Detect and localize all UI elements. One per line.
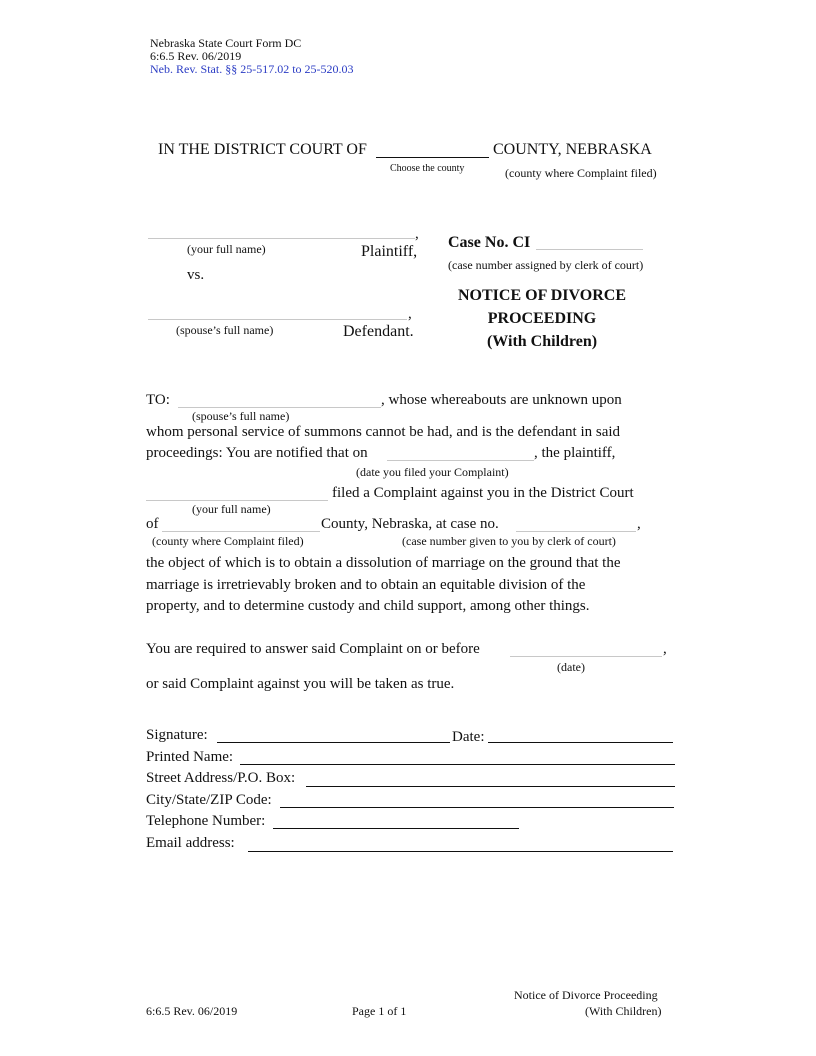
county-caption: (county where Complaint filed)	[505, 166, 657, 180]
footer-page-number: Page 1 of 1	[352, 1004, 407, 1018]
telephone-label: Telephone Number:	[146, 813, 266, 829]
title-line-1: NOTICE OF DIVORCE	[458, 287, 626, 304]
your-name-field[interactable]	[146, 500, 328, 501]
answer-date-hint: (date)	[557, 660, 585, 674]
court-prefix: IN THE DISTRICT COURT OF	[158, 141, 367, 158]
plaintiff-comma: ,	[415, 226, 419, 242]
answer-comma: ,	[663, 641, 667, 657]
title-line-2: PROCEEDING	[487, 310, 597, 327]
footer-revision: 6:6.5 Rev. 06/2019	[146, 1004, 238, 1018]
email-label: Email address:	[146, 835, 235, 851]
paragraph-line-1: the object of which is to obtain a dissolution of marriage on the ground that the	[146, 555, 621, 571]
body-line-4: filed a Complaint against you in the District Court	[332, 485, 634, 501]
case-number-hint: (case number assigned by clerk of court)	[448, 258, 644, 272]
versus-label: vs.	[187, 267, 205, 283]
spouse-name-hint: (spouse’s full name)	[192, 409, 290, 423]
city-state-zip-label: City/State/ZIP Code:	[146, 792, 272, 808]
court-suffix: COUNTY, NEBRASKA	[493, 141, 652, 158]
answer-date-field[interactable]	[510, 656, 662, 657]
footer-title-line-1: Notice of Divorce Proceeding	[514, 988, 658, 1002]
paragraph-line-2: marriage is irretrievably broken and to obtain an equitable division of the	[146, 577, 586, 593]
your-name-hint: (your full name)	[192, 502, 271, 516]
title-line-3: (With Children)	[486, 333, 598, 350]
plaintiff-name-field[interactable]	[148, 238, 415, 239]
answer-line-2: or said Complaint against you will be taken as true.	[146, 676, 455, 692]
paragraph-line-3: property, and to determine custody and child support, among other things.	[146, 598, 590, 614]
case-number-label: Case No. CI	[448, 234, 531, 251]
city-state-zip-field[interactable]	[280, 807, 674, 808]
to-after-text: , whose whereabouts are unknown upon	[381, 392, 622, 408]
street-address-field[interactable]	[306, 786, 675, 787]
form-name: Nebraska State Court Form DC	[150, 36, 302, 50]
signature-label: Signature:	[146, 727, 208, 743]
case-number-field[interactable]	[536, 249, 643, 250]
plaintiff-hint: (your full name)	[187, 242, 266, 256]
date-filed-field[interactable]	[387, 460, 534, 461]
plaintiff-label: Plaintiff,	[361, 243, 418, 260]
case-given-hint: (case number given to you by clerk of court)	[402, 534, 616, 548]
defendant-name-field[interactable]	[148, 319, 407, 320]
date-filed-hint: (date you filed your Complaint)	[356, 465, 509, 479]
body-line-5-of: of	[146, 516, 159, 532]
answer-text: You are required to answer said Complaint on or before	[146, 641, 480, 657]
form-revision: 6:6.5 Rev. 06/2019	[150, 49, 242, 63]
county-field[interactable]	[162, 531, 320, 532]
body-line-2: whom personal service of summons cannot be had, and is the defendant in said	[146, 424, 621, 440]
county-field-hint: Choose the county	[390, 163, 465, 174]
footer-title-line-2: (With Children)	[585, 1004, 662, 1018]
date-label: Date:	[452, 729, 485, 745]
defendant-label: Defendant.	[343, 323, 414, 340]
defendant-hint: (spouse’s full name)	[176, 323, 274, 337]
defendant-comma: ,	[408, 306, 412, 322]
case-number-given-field[interactable]	[516, 531, 636, 532]
county-select-field[interactable]	[376, 157, 489, 158]
county-hint: (county where Complaint filed)	[152, 534, 304, 548]
body-line-5-end: ,	[637, 516, 641, 532]
spouse-name-field[interactable]	[178, 407, 381, 408]
date-field[interactable]	[488, 742, 673, 743]
telephone-field[interactable]	[273, 828, 519, 829]
street-address-label: Street Address/P.O. Box:	[146, 770, 296, 786]
body-line-3-end: , the plaintiff,	[534, 445, 616, 461]
printed-name-label: Printed Name:	[146, 749, 234, 765]
signature-field[interactable]	[217, 742, 450, 743]
email-field[interactable]	[248, 851, 673, 852]
to-label: TO:	[146, 392, 170, 408]
body-line-5-mid: County, Nebraska, at case no.	[321, 516, 499, 532]
body-line-3-start: proceedings: You are notified that on	[146, 445, 368, 461]
statute-link[interactable]: Neb. Rev. Stat. §§ 25-517.02 to 25-520.03	[150, 62, 354, 76]
printed-name-field[interactable]	[240, 764, 675, 765]
